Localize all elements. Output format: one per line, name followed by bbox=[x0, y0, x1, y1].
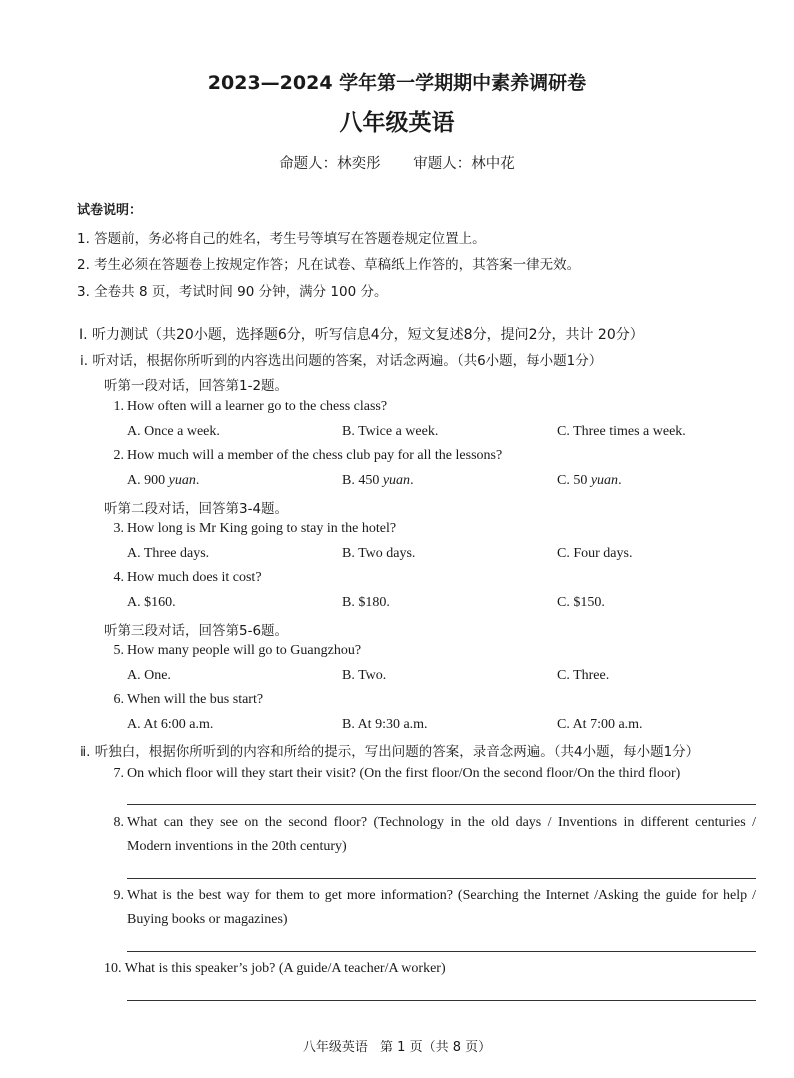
question-text: How often will a learner go to the chess class? bbox=[127, 399, 388, 414]
currency: yuan bbox=[382, 473, 411, 488]
option-a: A. $160. bbox=[127, 595, 176, 610]
option-b: B. $180. bbox=[342, 595, 390, 610]
question-number: 2. bbox=[113, 448, 124, 463]
answer-line[interactable] bbox=[127, 951, 756, 952]
reviewer: 审题人：林中花 bbox=[413, 156, 515, 172]
period: . bbox=[618, 473, 622, 488]
question-number: 6. bbox=[113, 692, 124, 707]
option-c: C. Three. bbox=[557, 668, 610, 683]
option-a bbox=[127, 473, 199, 489]
question-text: On which floor will they start their visit? (On the first floor/On the second floor/On the third floor) bbox=[127, 766, 681, 781]
part1-instruction: ⅰ. 听对话，根据你所听到的内容选出问题的答案，对话念两遍。（共6小题，每小题1分） bbox=[80, 353, 603, 369]
option-value: C. 50 bbox=[557, 473, 588, 488]
part2-instruction: ⅱ. 听独白，根据你所听到的内容和所给的提示，写出问题的答案，录音念两遍。（共4小题，每小题1分） bbox=[80, 744, 700, 760]
exam-authors bbox=[0, 152, 794, 173]
answer-line[interactable] bbox=[127, 804, 756, 805]
question-text-line-1: What can they see on the second floor? (Technology in the old days / Inventions in different centuries / bbox=[127, 815, 756, 830]
question-text: How long is Mr King going to stay in the hotel? bbox=[127, 521, 397, 536]
question-text: When will the bus start? bbox=[127, 692, 264, 707]
option-c: C. Three times a week. bbox=[557, 424, 686, 439]
answer-line[interactable] bbox=[127, 878, 756, 879]
option-b: B. Two. bbox=[342, 668, 387, 683]
question-number: 7. bbox=[113, 766, 124, 781]
question-number: 1. bbox=[113, 399, 124, 414]
option-c bbox=[557, 473, 622, 489]
currency: yuan bbox=[590, 473, 619, 488]
option-a: A. Once a week. bbox=[127, 424, 220, 439]
question-text-line-2: Modern inventions in the 20th century) bbox=[127, 839, 347, 854]
question-text: How much does it cost? bbox=[127, 570, 262, 585]
answer-line[interactable] bbox=[127, 1000, 756, 1001]
dialogue-hint-2: 听第二段对话，回答第3-4题。 bbox=[104, 501, 289, 517]
option-value: A. 900 bbox=[127, 473, 166, 488]
section-title: Ⅰ. 听力测试（共20小题，选择题6分，听写信息4分，短文复述8分，提问2分，共计 20分） bbox=[79, 327, 644, 343]
note-item-3: 3. 全卷共 8 页，考试时间 90 分钟，满分 100 分。 bbox=[77, 284, 388, 300]
dialogue-hint-3: 听第三段对话，回答第5-6题。 bbox=[104, 623, 289, 639]
question-number: 4. bbox=[113, 570, 124, 585]
question-text: How much will a member of the chess club pay for all the lessons? bbox=[127, 448, 503, 463]
note-item-1: 1. 答题前，务必将自己的姓名，考生号等填写在答题卷规定位置上。 bbox=[77, 231, 486, 247]
option-a: A. Three days. bbox=[127, 546, 210, 561]
question-number: 8. bbox=[113, 815, 124, 830]
question-text: How many people will go to Guangzhou? bbox=[127, 643, 362, 658]
exam-subject: 八年级英语 bbox=[339, 110, 455, 136]
question-text: 10. What is this speaker’s job? (A guide/A teacher/A worker) bbox=[104, 961, 446, 976]
question-number: 3. bbox=[113, 521, 124, 536]
option-b: B. Twice a week. bbox=[342, 424, 439, 439]
note-item-2: 2. 考生必须在答题卷上按规定作答；凡在试卷、草稿纸上作答的，其答案一律无效。 bbox=[77, 257, 581, 273]
period: . bbox=[195, 473, 200, 488]
question-number: 9. bbox=[113, 888, 124, 903]
setter: 命题人：林奕彤 bbox=[279, 156, 381, 172]
currency: yuan bbox=[168, 473, 196, 488]
option-a: A. At 6:00 a.m. bbox=[127, 717, 214, 732]
footer-subject: 八年级英语 bbox=[302, 1040, 368, 1055]
option-b bbox=[342, 473, 414, 489]
option-a: A. One. bbox=[127, 668, 171, 683]
page-footer bbox=[0, 1036, 794, 1055]
question-text-line-2: Buying books or magazines) bbox=[127, 912, 288, 927]
footer-page: 第 1 页（共 8 页） bbox=[380, 1040, 492, 1055]
question-number: 5. bbox=[113, 643, 124, 658]
option-b: B. Two days. bbox=[342, 546, 416, 561]
notes-heading: 试卷说明： bbox=[77, 203, 143, 218]
period: . bbox=[410, 473, 414, 488]
option-value: B. 450 bbox=[342, 473, 380, 488]
option-b: B. At 9:30 a.m. bbox=[342, 717, 428, 732]
option-c: C. $150. bbox=[557, 595, 605, 610]
option-c: C. Four days. bbox=[557, 546, 633, 561]
dialogue-hint-1: 听第一段对话，回答第1-2题。 bbox=[104, 378, 289, 394]
exam-title: 2023—2024 学年第一学期期中素养调研卷 bbox=[207, 72, 587, 94]
question-text-line-1: What is the best way for them to get more information? (Searching the Internet /Asking the guide for help / bbox=[127, 888, 756, 903]
option-c: C. At 7:00 a.m. bbox=[557, 717, 643, 732]
